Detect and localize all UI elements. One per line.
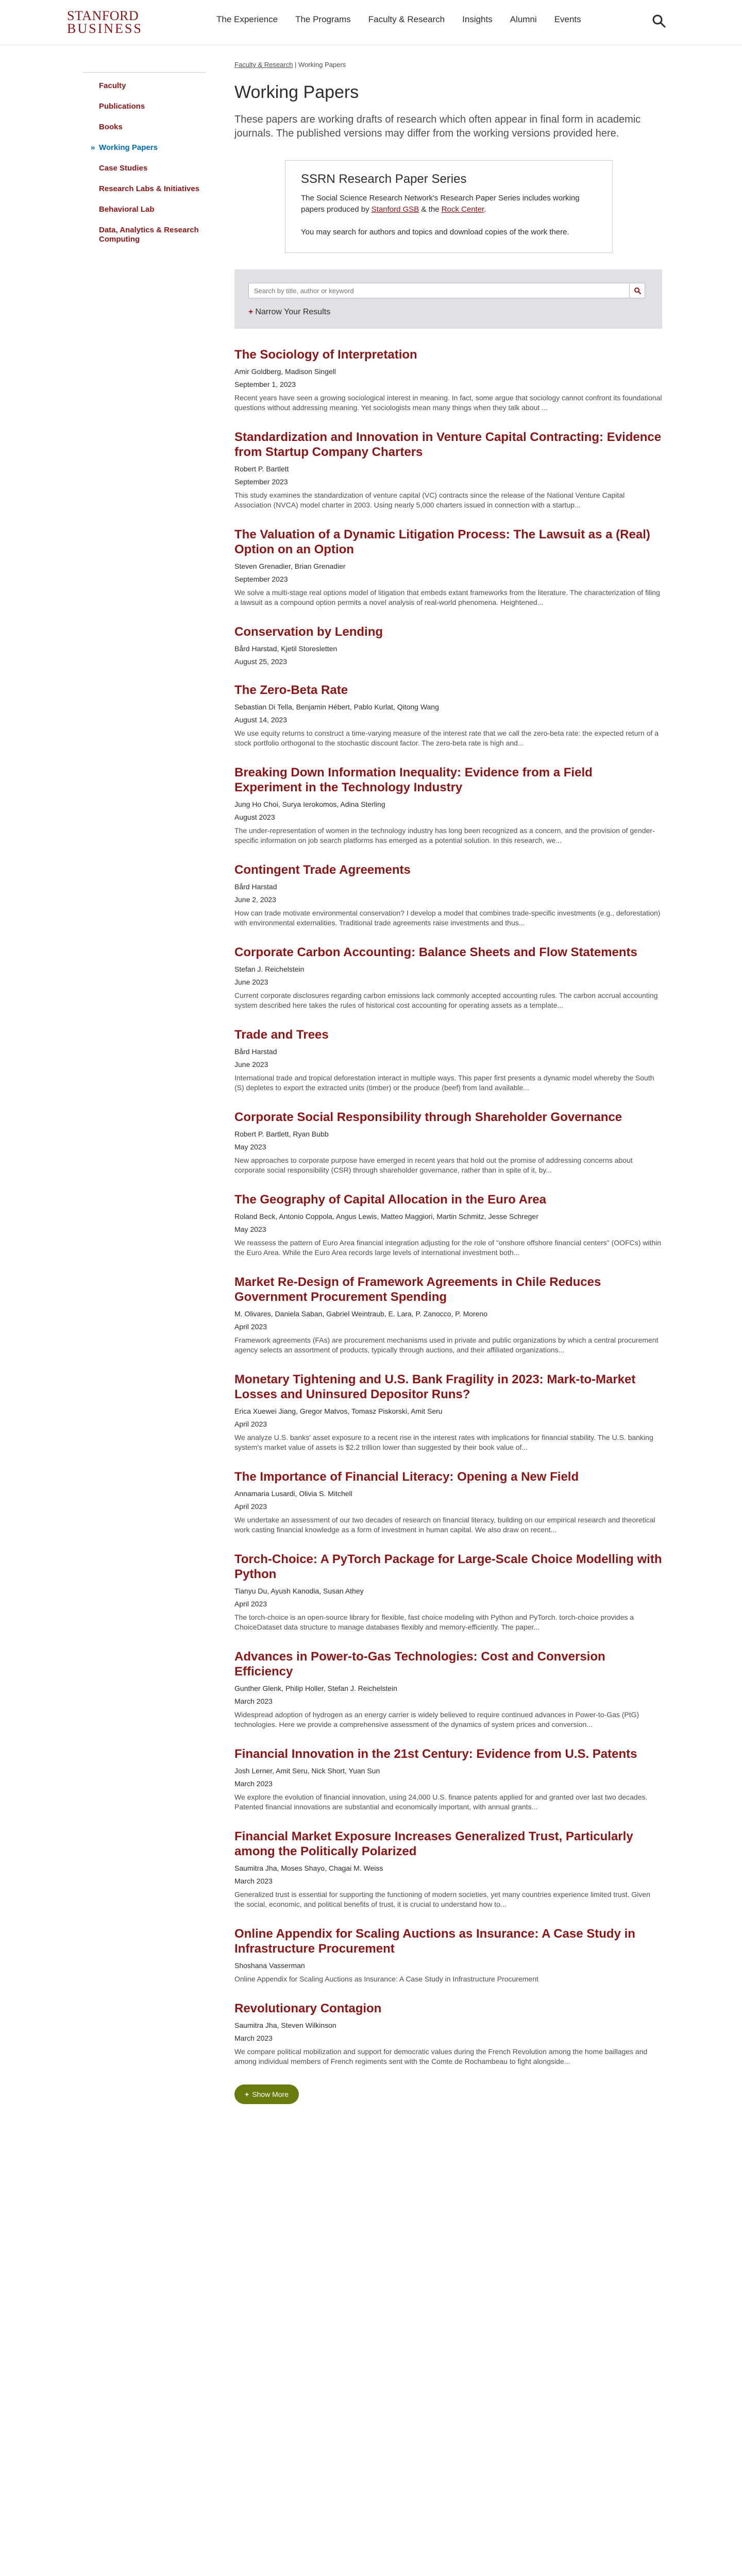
paper-abstract: We compare political mobilization and support for democratic values during the French Revolution among the home baillages and among individual members of French regiments sent with the Comte de Rochambeau to fight alongside... bbox=[234, 2047, 648, 2065]
paper-date: June 2, 2023 bbox=[234, 895, 276, 904]
ssrn-link-stanford-gsb[interactable]: Stanford GSB bbox=[371, 205, 419, 214]
ssrn-text-2: You may search for authors and topics and download copies of the work there. bbox=[301, 228, 569, 236]
paper-date: September 1, 2023 bbox=[234, 380, 296, 388]
paper-title-link[interactable]: The Geography of Capital Allocation in the Euro Area bbox=[234, 1193, 546, 1207]
main-content bbox=[234, 82, 662, 2104]
paper-date: August 2023 bbox=[234, 813, 275, 821]
sidebar-item-working-papers[interactable]: » Working Papers bbox=[82, 138, 206, 158]
logo-line2: BUSINESS bbox=[67, 21, 143, 36]
paper-authors: Bård Harstad bbox=[234, 883, 277, 891]
paper-list bbox=[234, 347, 662, 2066]
paper-abstract: We undertake an assessment of our two decades of research on financial literacy, building on our empirical research and theoretical work casting financial knowledge as a form of investment in human capital. We also draw on recent... bbox=[234, 1516, 655, 1534]
stanford-business-logo[interactable] bbox=[67, 7, 155, 38]
ssrn-text-mid: & the bbox=[419, 205, 442, 214]
sidebar-item-books[interactable]: Books bbox=[99, 123, 123, 131]
paper-abstract: We solve a multi-stage real options model of litigation that embeds extant frameworks from the literature. The characterization of filing a lawsuit as a compound option permits a novel analysis of real-world phenomena. Heightened... bbox=[234, 588, 660, 606]
search-icon bbox=[650, 12, 668, 30]
paper-authors: Saumitra Jha, Moses Shayo, Chagai M. Weiss bbox=[234, 1864, 383, 1872]
main-nav bbox=[216, 14, 599, 25]
paper-abstract: The torch-choice is an open-source library for flexible, fast choice modeling with Python and PyTorch. torch-choice provides a ChoiceDataset data structure to manage databases flexibly and memory-efficiently. The paper... bbox=[234, 1613, 634, 1631]
plus-icon: + bbox=[245, 2090, 249, 2098]
paper-date: June 2023 bbox=[234, 978, 268, 986]
paper-authors: Robert P. Bartlett, Ryan Bubb bbox=[234, 1130, 329, 1138]
ssrn-text-after: . bbox=[484, 205, 486, 214]
paper-abstract: We analyze U.S. banks' asset exposure to a recent rise in the interest rates with implications for financial stability. The U.S. banking system's market value of assets is $2.2 trillion lower than suggested by their book value of... bbox=[234, 1433, 653, 1451]
paper-title-link[interactable]: Financial Market Exposure Increases Generalized Trust, Particularly among the Politically Polarized bbox=[234, 1829, 633, 1858]
logo-line1: STANFORD bbox=[67, 8, 139, 23]
paper-item bbox=[234, 765, 662, 845]
paper-item bbox=[234, 945, 662, 1010]
paper-item bbox=[234, 1747, 662, 1812]
ssrn-text-before: The Social Science Research Network's Research Paper Series includes working papers produced by bbox=[301, 194, 580, 214]
breadcrumb-faculty-research[interactable]: Faculty & Research bbox=[234, 61, 293, 69]
ssrn-text bbox=[301, 193, 597, 215]
paper-authors: Josh Lerner, Amit Seru, Nick Short, Yuan Sun bbox=[234, 1767, 380, 1775]
paper-title-link[interactable]: Advances in Power-to-Gas Technologies: Cost and Conversion Efficiency bbox=[234, 1650, 605, 1679]
breadcrumb bbox=[234, 61, 346, 69]
paper-date: March 2023 bbox=[234, 1697, 273, 1705]
paper-date: April 2023 bbox=[234, 1600, 267, 1608]
paper-abstract: Widespread adoption of hydrogen as an energy carrier is widely believed to require continued advances in Power-to-Gas (PtG) technologies. Here we provide a comprehensive assessment of the dynamics of system prices and conversion... bbox=[234, 1710, 639, 1728]
paper-title-link[interactable]: The Sociology of Interpretation bbox=[234, 348, 417, 362]
paper-item bbox=[234, 1469, 662, 1535]
paper-abstract: International trade and tropical deforestation interact in multiple ways. This paper first presents a dynamic model whereby the South (S) depletes to export the extracted units (timber) or the produce (beef) from land available... bbox=[234, 1074, 654, 1092]
page-intro: These papers are working drafts of research which often appear in final form in academic journals. The published versions may differ from the working versions provided here. bbox=[234, 114, 641, 139]
paper-date: March 2023 bbox=[234, 1780, 273, 1788]
paper-abstract: This study examines the standardization of venture capital (VC) contracts since the release of the National Venture Capital Association (NVCA) model charter in 2003. Using nearly 5,000 charters issued in connection with a startup... bbox=[234, 491, 625, 509]
paper-item bbox=[234, 1275, 662, 1355]
paper-abstract: Current corporate disclosures regarding carbon emissions lack commonly accepted accounting rules. The carbon accrual accounting system described here takes the rules of historical cost accounting for operating assets as a template... bbox=[234, 991, 658, 1009]
paper-authors: Stefan J. Reichelstein bbox=[234, 965, 305, 973]
paper-authors: M. Olivares, Daniela Saban, Gabriel Weintraub, E. Lara, P. Zanocco, P. Moreno bbox=[234, 1310, 488, 1318]
paper-authors: Jung Ho Choi, Surya Ierokomos, Adina Sterling bbox=[234, 800, 385, 808]
paper-abstract: The under-representation of women in the technology industry has long been recognized as a concern, and the provision of gender-specific information on job search platforms has emerged as a potential solution. In this research, we... bbox=[234, 826, 655, 844]
paper-authors: Erica Xuewei Jiang, Gregor Matvos, Tomasz Piskorski, Amit Seru bbox=[234, 1407, 443, 1415]
paper-date: September 2023 bbox=[234, 575, 288, 583]
nav-alumni[interactable]: Alumni bbox=[510, 14, 537, 24]
paper-authors: Amir Goldberg, Madison Singell bbox=[234, 367, 336, 376]
ssrn-callout bbox=[285, 160, 613, 253]
nav-events[interactable]: Events bbox=[554, 14, 581, 24]
search-submit-button[interactable] bbox=[630, 283, 645, 298]
paper-title-link[interactable]: Online Appendix for Scaling Auctions as Insurance: A Case Study in Infrastructure Procurement bbox=[234, 1927, 635, 1956]
paper-authors: Annamaria Lusardi, Olivia S. Mitchell bbox=[234, 1489, 352, 1498]
ssrn-link-rock-center[interactable]: Rock Center bbox=[441, 205, 484, 214]
paper-title-link[interactable]: Revolutionary Contagion bbox=[234, 2002, 382, 2015]
paper-item bbox=[234, 347, 662, 413]
paper-item bbox=[234, 2001, 662, 2066]
paper-authors: Roland Beck, Antonio Coppola, Angus Lewis, Matteo Maggiori, Martin Schmitz, Jesse Schreger bbox=[234, 1212, 538, 1221]
paper-date: April 2023 bbox=[234, 1420, 267, 1428]
paper-item bbox=[234, 1829, 662, 1909]
paper-date: March 2023 bbox=[234, 1877, 273, 1885]
paper-abstract: Generalized trust is essential for supporting the functioning of modern societies, yet many countries experience limited trust. Given the social, economic, and political benefits of trust, it is crucial to understand how to... bbox=[234, 1890, 650, 1908]
breadcrumb-separator: | bbox=[293, 61, 299, 69]
paper-authors: Shoshana Vasserman bbox=[234, 1961, 305, 1970]
show-more-label: Show More bbox=[252, 2090, 289, 2098]
paper-authors: Sebastian Di Tella, Benjamin Hébert, Pablo Kurlat, Qitong Wang bbox=[234, 703, 439, 711]
paper-date: August 14, 2023 bbox=[234, 716, 287, 724]
paper-title-link[interactable]: The Zero-Beta Rate bbox=[234, 683, 348, 697]
nav-insights[interactable]: Insights bbox=[462, 14, 493, 24]
search-row bbox=[248, 283, 648, 298]
sidebar-item-data-analytics[interactable]: Data, Analytics & Research Computing bbox=[99, 226, 199, 244]
breadcrumb-current: Working Papers bbox=[298, 61, 346, 69]
paper-item bbox=[234, 624, 662, 666]
paper-abstract: We explore the evolution of financial innovation, using 24,000 U.S. finance patents applied for and granted over last two decades. Patented financial innovations are substantial and economically important, with annual grants... bbox=[234, 1793, 648, 1811]
paper-title-link[interactable]: Torch-Choice: A PyTorch Package for Large-Scale Choice Modelling with Python bbox=[234, 1552, 662, 1581]
paper-abstract: Online Appendix for Scaling Auctions as Insurance: A Case Study in Infrastructure Procurement bbox=[234, 1975, 538, 1983]
paper-title-link[interactable]: Breaking Down Information Inequality: Evidence from a Field Experiment in the Technology Industry bbox=[234, 766, 593, 794]
paper-date: April 2023 bbox=[234, 1323, 267, 1331]
paper-authors: Robert P. Bartlett bbox=[234, 465, 289, 473]
paper-item bbox=[234, 1192, 662, 1258]
paper-title-link[interactable]: Standardization and Innovation in Venture Capital Contracting: Evidence from Startup Company Charters bbox=[234, 430, 662, 459]
paper-title-link[interactable]: Financial Innovation in the 21st Century: Evidence from U.S. Patents bbox=[234, 1747, 637, 1761]
paper-item bbox=[234, 1926, 662, 1984]
sidebar-item-faculty[interactable]: Faculty bbox=[99, 81, 126, 90]
paper-date: May 2023 bbox=[234, 1143, 266, 1151]
paper-title-link[interactable]: The Importance of Financial Literacy: Opening a New Field bbox=[234, 1470, 579, 1484]
paper-authors: Gunther Glenk, Philip Holler, Stefan J. Reichelstein bbox=[234, 1684, 397, 1692]
search-icon bbox=[634, 287, 641, 294]
page-title: Working Papers bbox=[234, 82, 359, 102]
paper-item bbox=[234, 862, 662, 928]
paper-date: May 2023 bbox=[234, 1225, 266, 1233]
paper-title-link[interactable]: The Valuation of a Dynamic Litigation Process: The Lawsuit as a (Real) Option on an Option bbox=[234, 528, 650, 556]
site-header bbox=[0, 0, 742, 45]
paper-search-input[interactable] bbox=[248, 283, 630, 298]
sidebar-item-research-labs[interactable]: Research Labs & Initiatives bbox=[99, 184, 200, 193]
paper-item bbox=[234, 527, 662, 607]
paper-abstract: We reassess the pattern of Euro Area financial integration adjusting for the role of "onshore offshore financial centers" (OOFCs) within the Euro Area. While the Euro Area records large levels of international investment both... bbox=[234, 1239, 662, 1257]
paper-abstract: Recent years have seen a growing sociological interest in meaning. In fact, some argue that sociology cannot confront its foundational questions without addressing meaning. Yet sociologists mean many things when they talk about ... bbox=[234, 394, 662, 412]
nav-the-programs[interactable]: The Programs bbox=[295, 14, 351, 24]
paper-item bbox=[234, 1552, 662, 1632]
paper-item bbox=[234, 1372, 662, 1452]
narrow-results-toggle[interactable] bbox=[248, 308, 648, 317]
filter-panel bbox=[234, 269, 662, 329]
paper-date: March 2023 bbox=[234, 2034, 273, 2042]
paper-abstract: How can trade motivate environmental conservation? I develop a model that combines trade-specific investments (e.g., deforestation) with environmental externalities. Traditional trade agreements raise investments and thus... bbox=[234, 909, 661, 927]
paper-authors: Steven Grenadier, Brian Grenadier bbox=[234, 562, 346, 570]
sidebar-item-behavioral-lab[interactable]: Behavioral Lab bbox=[99, 205, 155, 214]
paper-title-link[interactable]: Corporate Social Responsibility through Shareholder Governance bbox=[234, 1110, 622, 1124]
paper-item bbox=[234, 683, 662, 748]
paper-abstract: Framework agreements (FAs) are procurement mechanisms used in private and public organizations by which a central procurement agency selects an assortment of products, typically through auctions, and their affiliated organizations... bbox=[234, 1336, 659, 1354]
narrow-results-label: Narrow Your Results bbox=[255, 308, 331, 316]
paper-date: August 25, 2023 bbox=[234, 657, 287, 666]
show-more-button[interactable] bbox=[234, 2084, 299, 2104]
paper-authors: Tianyu Du, Ayush Kanodia, Susan Athey bbox=[234, 1587, 364, 1595]
nav-faculty-research[interactable]: Faculty & Research bbox=[368, 14, 445, 24]
paper-title-link[interactable]: Contingent Trade Agreements bbox=[234, 863, 411, 877]
paper-authors: Bård Harstad bbox=[234, 1047, 277, 1056]
paper-date: June 2023 bbox=[234, 1060, 268, 1069]
sidebar-nav bbox=[82, 72, 206, 253]
paper-abstract: New approaches to corporate purpose have emerged in recent years that hold out the promise of addressing concerns about corporate social responsibility (CSR) through shareholder governance, rather than in spite of it, by... bbox=[234, 1156, 633, 1174]
plus-icon: + bbox=[248, 308, 254, 316]
nav-the-experience[interactable]: The Experience bbox=[216, 14, 278, 24]
paper-item bbox=[234, 1110, 662, 1175]
paper-item bbox=[234, 430, 662, 510]
sidebar-item-case-studies[interactable]: Case Studies bbox=[99, 164, 148, 173]
paper-title-link[interactable]: Trade and Trees bbox=[234, 1028, 329, 1042]
paper-title-link[interactable]: Corporate Carbon Accounting: Balance Sheets and Flow Statements bbox=[234, 945, 637, 959]
paper-abstract: We use equity returns to construct a time-varying measure of the interest rate that we call the zero-beta rate: the expected return of a stock portfolio orthogonal to the stochastic discount factor. The zero-beta rate is high and... bbox=[234, 729, 659, 747]
paper-title-link[interactable]: Conservation by Lending bbox=[234, 625, 383, 639]
paper-item bbox=[234, 1027, 662, 1093]
paper-authors: Saumitra Jha, Steven Wilkinson bbox=[234, 2021, 336, 2029]
paper-date: April 2023 bbox=[234, 1502, 267, 1511]
paper-date: September 2023 bbox=[234, 478, 288, 486]
paper-item bbox=[234, 1649, 662, 1730]
ssrn-title: SSRN Research Paper Series bbox=[301, 172, 467, 186]
paper-title-link[interactable]: Monetary Tightening and U.S. Bank Fragility in 2023: Mark-to-Market Losses and Uninsured Depositor Runs? bbox=[234, 1372, 636, 1401]
paper-title-link[interactable]: Market Re-Design of Framework Agreements in Chile Reduces Government Procurement Spending bbox=[234, 1275, 601, 1304]
sidebar-item-publications[interactable]: Publications bbox=[99, 102, 145, 111]
paper-authors: Bård Harstad, Kjetil Storesletten bbox=[234, 645, 338, 653]
header-search-button[interactable] bbox=[650, 12, 668, 30]
